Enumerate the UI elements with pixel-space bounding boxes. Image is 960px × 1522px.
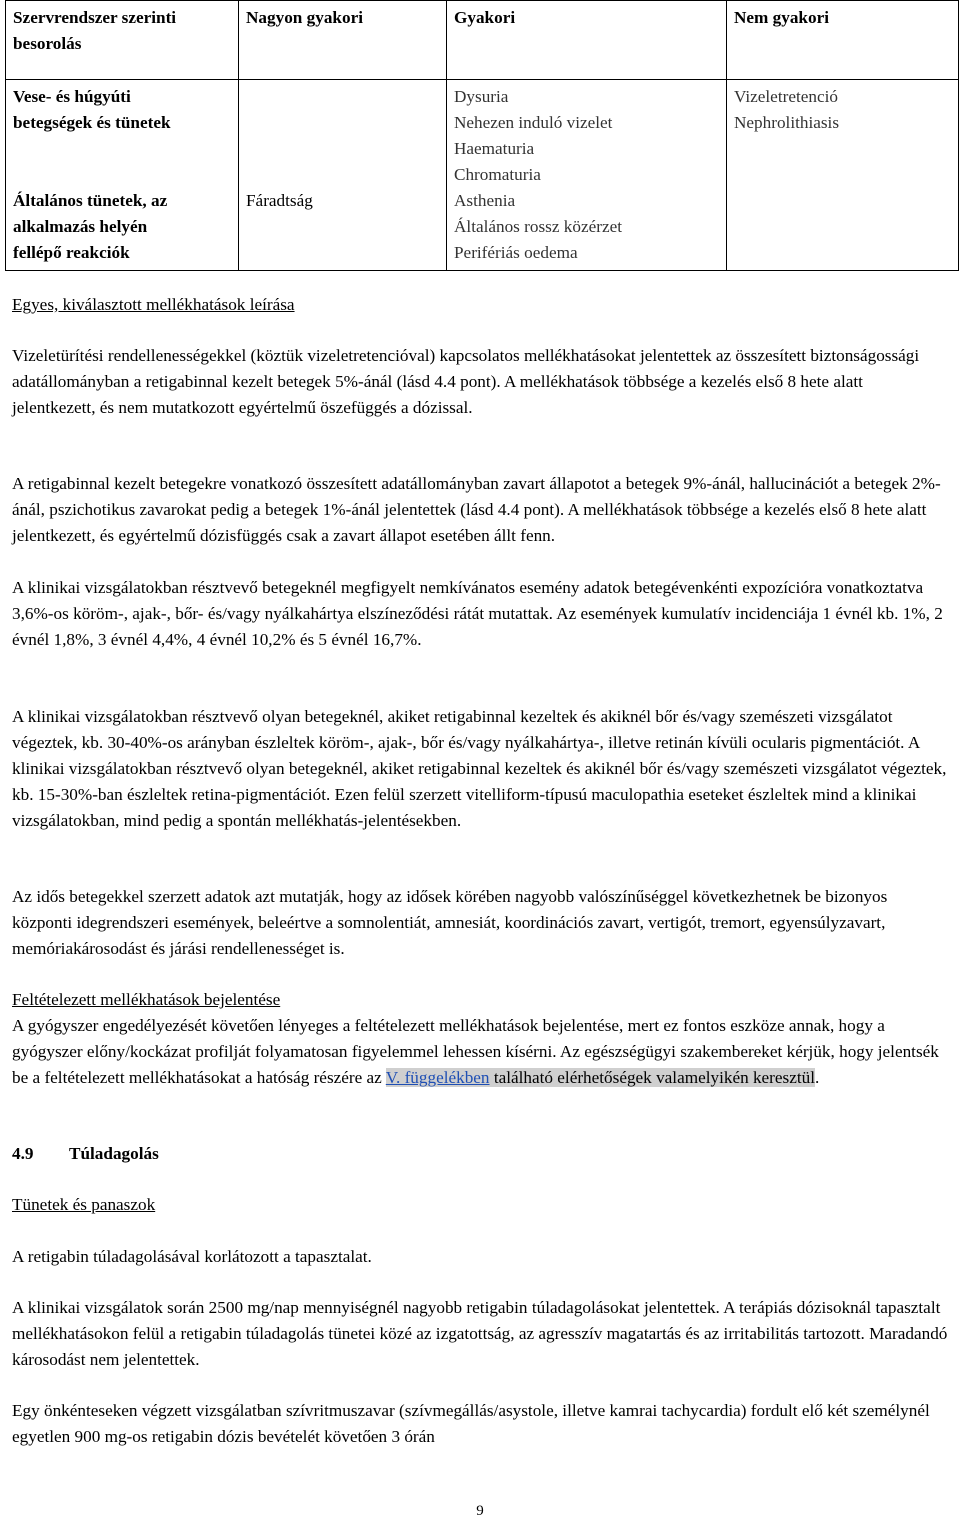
appendix-v-link[interactable]: V. függelékben [385, 1068, 490, 1087]
row-very-common: Fáradtság [239, 188, 447, 271]
header-very-common: Nagyon gyakori [239, 1, 447, 80]
paragraph-confusion: A retigabinnal kezelt betegekre vonatkozó összesített adatállományban zavart állapotot a betegek 9%-ánál, hallucinációt a betegek 2%-ánál, pszichotikus zavarokat pedig a betegek 1%-ánál jelentettek (lásd 4.4 pont). A mellékhatások többsége a kezelés első 8 hete alatt jelentkezett, és egyértelmű dózisfüggés csak a zavart állapot esetében állt fenn. [12, 474, 941, 545]
paragraph-elderly: Az idős betegekkel szerzett adatok azt mutatják, hogy az idősek körében nagyobb valószínűséggel következhetnek be bizonyos központi idegrendszeri események, beleértve a somnolentiát, amnesiát, koordinációs zavart, vertigót, tremort, egyensúlyzavart, memóriakárosodást és járási rendellenességet is. [12, 887, 888, 958]
row-classification: Általános tünetek, az alkalmazás helyén fellépő reakciók [6, 188, 239, 271]
row-very-common [239, 80, 447, 189]
row-uncommon: Vizeletretenció Nephrolithiasis [727, 80, 959, 189]
page-number: 9 [476, 1503, 484, 1519]
symptoms-heading: Tünetek és panaszok [12, 1195, 156, 1214]
paragraph-pigmentation: A klinikai vizsgálatokban résztvevő olyan betegeknél, akiket retigabinnal kezeltek és akiknél bőr és/vagy szemészeti vizsgálatot végeztek, kb. 30-40%-os arányban észleltek köröm-, ajak-, bőr és/vagy nyálkahártya-, illetve retinán kívüli ocularis pigmentációt. A klinikai vizsgálatokban résztvevő olyan betegeknél, akiket retigabinnal kezeltek és akiknél bőr és/vagy szemészeti vizsgálatot végeztek, kb. 15-30%-ban észleltek retina-pigmentációt. Ezen felül szerzett vitelliform-típusú maculopathia eseteket észleltek mind a klinikai vizsgálatokban, mind pedig a spontán mellékhatás-jelentésekben. [12, 707, 947, 830]
adverse-reactions-table [5, 0, 959, 271]
header-classification: Szervrendszer szerinti besorolás [6, 1, 239, 80]
reporting-heading: Feltételezett mellékhatások bejelentése [12, 990, 281, 1009]
section-selected-heading: Egyes, kiválasztott mellékhatások leírása [12, 295, 295, 314]
paragraph-overdose-symptoms: A klinikai vizsgálatok során 2500 mg/nap mennyiségnél nagyobb retigabin túladagolásokat jelentettek. A terápiás dózisoknál tapasztalt mellékhatásokon felül a retigabin túladagolás tünetei közé az izgatottság, az agresszív magatartás és az irritabilitás tartozott. Maradandó károsodást nem jelentettek. [12, 1298, 948, 1369]
paragraph-reporting: A gyógyszer engedélyezését követően lényeges a feltételezett mellékhatások bejelentése, mert ez fontos eszköze annak, hogy a gyógyszer előny/kockázat profilját folyamatosan figyelemmel lehessen kísérni. Az egészségügyi szakembereket kérjük, hogy jelentsék be a feltételezett mellékhatásokat a hatóság részére az V. függelékben található elérhetőségek valamelyikén keresztül. [12, 1016, 939, 1087]
paragraph-overdose-experience: A retigabin túladagolásával korlátozott a tapasztalat. [12, 1247, 372, 1266]
row-common: Asthenia Általános rossz közérzet Perifériás oedema [447, 188, 727, 271]
row-common: Dysuria Nehezen induló vizelet Haematuria Chromaturia [447, 80, 727, 189]
paragraph-discoloration: A klinikai vizsgálatokban résztvevő betegeknél megfigyelt nemkívánatos esemény adatok betegévenkénti expozícióra vonatkoztatva 3,6%-os köröm-, ajak-, bőr- és/vagy nyálkahártya elszíneződési rátát mutattak. Az események kumulatív incidenciája 1 évnél kb. 1%, 2 évnél 1,8%, 3 évnél 4,4%, 4 évnél 10,2% és 5 évnél 16,7%. [12, 578, 943, 649]
paragraph-urinary: Vizeletürítési rendellenességekkel (köztük vizeletretencióval) kapcsolatos mellékhatásokat jelentettek az összesített biztonságossági adatállományban a retigabinnal kezelt betegek 5%-ánál (lásd 4.4 pont). A mellékhatások többsége a kezelés első 8 hete alatt jelentkezett, és nem mutatkozott egyértelmű öszefüggés a dózissal. [12, 346, 920, 417]
header-uncommon: Nem gyakori [727, 1, 959, 80]
table-row [6, 80, 959, 189]
table-row [6, 188, 959, 271]
paragraph-arrhythmia: Egy önkénteseken végzett vizsgálatban szívritmuszavar (szívmegállás/asystole, illetve kamrai tachycardia) fordult elő két személynél egyetlen 900 mg-os retigabin dózis bevételét követően 3 órán [12, 1401, 930, 1446]
header-common: Gyakori [447, 1, 727, 80]
section-heading-overdose: 4.9 Túladagolás [12, 1144, 159, 1163]
row-uncommon [727, 188, 959, 271]
row-classification: Vese- és húgyúti betegségek és tünetek [6, 80, 239, 189]
